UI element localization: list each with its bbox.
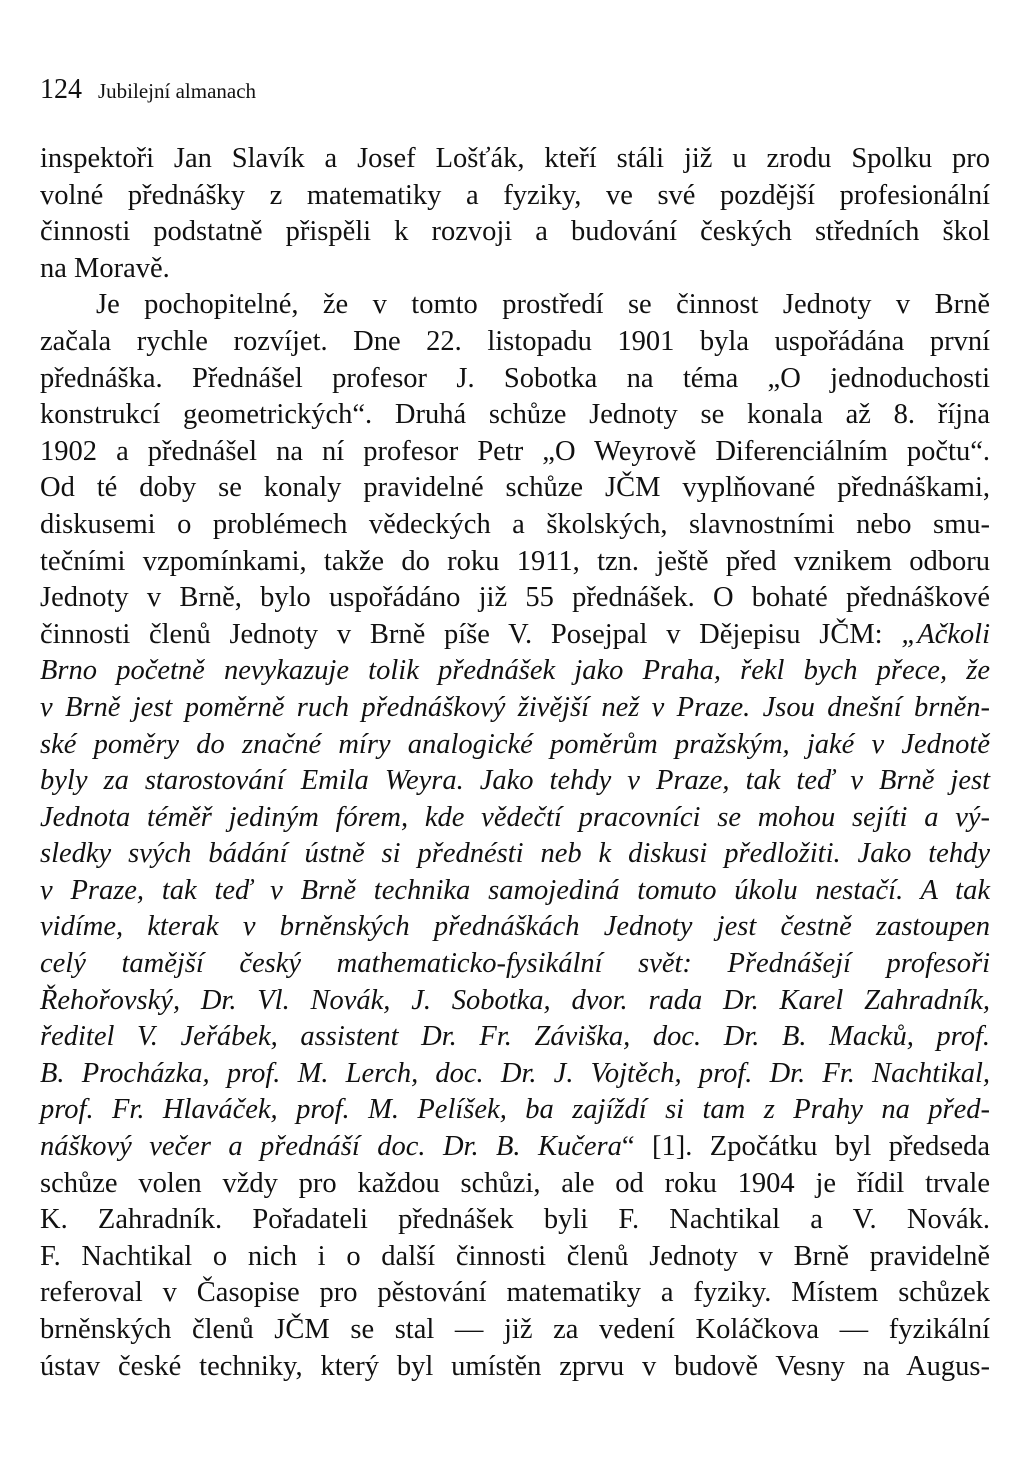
text-segment: na Moravě. (40, 252, 170, 284)
italic-text-segment: v Brně jest poměrně ruch přednáškový živější než v Praze. Jsou dnešní brněn- (40, 691, 990, 723)
italic-text-segment: prof. Fr. Hlaváček, prof. M. Pelíšek, ba zajíždí si tam z Prahy na před- (40, 1094, 990, 1126)
text-line (40, 324, 990, 361)
text-segment: F. Nachtikal o nich i o další činnosti členů Jednoty v Brně pravidelně (40, 1240, 990, 1272)
running-title: Jubilejní almanach (98, 79, 257, 103)
text-segment: 1902 a přednášel na ní profesor Petr „O Weyrově Diferenciálním počtu“. (40, 435, 990, 467)
italic-text-segment: celý tamější český mathematicko-fysikální svět: Přednášejí profesoři (40, 948, 990, 980)
text-segment: ústav české techniky, který byl umístěn zprvu v budově Vesny na Augus- (40, 1350, 990, 1382)
text-line (40, 251, 990, 288)
text-line (40, 1019, 990, 1056)
italic-text-segment: Řehořovský, Dr. Vl. Novák, J. Sobotka, dvor. rada Dr. Karel Zahradník, (40, 984, 990, 1016)
text-segment: přednáška. Přednášel profesor J. Sobotka na téma „O jednoduchosti (40, 362, 990, 394)
text-line (40, 287, 990, 324)
text-line (40, 544, 990, 581)
italic-text-segment: B. Procházka, prof. M. Lerch, doc. Dr. J. Vojtěch, prof. Dr. Fr. Nachtikal, (40, 1057, 990, 1089)
text-line (40, 1092, 990, 1129)
text-line (40, 214, 990, 251)
text-line (40, 909, 990, 946)
page-header (40, 70, 256, 110)
text-line (40, 434, 990, 471)
text-line (40, 397, 990, 434)
text-line (40, 470, 990, 507)
text-line (40, 983, 990, 1020)
page-number: 124 (40, 74, 82, 105)
italic-text-segment: ředitel V. Jeřábek, assistent Dr. Fr. Záviška, doc. Dr. B. Macků, prof. (40, 1021, 990, 1053)
text-line (40, 873, 990, 910)
text-line (40, 1202, 990, 1239)
text-line (40, 1312, 990, 1349)
text-segment: činnosti podstatně přispěli k rozvoji a budování českých středních škol (40, 216, 990, 248)
italic-text-segment: sledky svých bádání ústně si přednésti neb k diskusi předložiti. Jako tehdy (40, 838, 990, 870)
text-line (40, 763, 990, 800)
text-line (40, 141, 990, 178)
italic-text-segment: ské poměry do značné míry analogické poměrům pražským, jaké v Jednotě (40, 728, 990, 760)
text-segment: inspektoři Jan Slavík a Josef Lošťák, kteří stáli již u zrodu Spolku pro (40, 143, 990, 174)
text-line (40, 1056, 990, 1093)
italic-text-segment: Jednota téměř jediným fórem, kde vědečtí pracovníci se mohou sejíti a vý- (40, 801, 990, 833)
text-line (40, 1239, 990, 1276)
text-line (40, 690, 990, 727)
text-line (40, 580, 990, 617)
text-line (40, 1129, 990, 1166)
text-segment: Jednoty v Brně, bylo uspořádáno již 55 přednášek. O bohaté přednáškové (40, 582, 990, 614)
text-segment: tečními vzpomínkami, takže do roku 1911, tzn. ještě před vznikem odboru (40, 545, 990, 577)
text-line (40, 1275, 990, 1312)
text-line (40, 361, 990, 398)
body-text (40, 141, 990, 1385)
text-line (40, 617, 990, 654)
text-line (40, 1166, 990, 1203)
text-line (40, 653, 990, 690)
italic-text-segment: v Praze, tak teď v Brně technika samojediná tomuto úkolu nestačí. A tak (40, 874, 990, 906)
text-segment: brněnských členů JČM se stal — již za vedení Koláčkova — fyzikální (40, 1314, 990, 1345)
italic-text-segment: náškový večer a přednáší doc. Dr. B. Kučera (40, 1131, 622, 1163)
text-line (40, 1349, 990, 1386)
text-line (40, 178, 990, 215)
text-segment: volné přednášky z matematiky a fyziky, ve své pozdější profesionální (40, 179, 990, 211)
text-segment: referoval v Časopise pro pěstování matematiky a fyziky. Místem schůzek (40, 1277, 990, 1309)
text-line (40, 507, 990, 544)
italic-text-segment: byly za starostování Emila Weyra. Jako tehdy v Praze, tak teď v Brně jest (40, 765, 990, 797)
text-segment: schůze volen vždy pro každou schůzi, ale od roku 1904 je řídil trvale (40, 1167, 990, 1199)
text-segment: “ [1]. Zpočátku byl předseda (621, 1131, 990, 1163)
text-line (40, 800, 990, 837)
text-line (40, 836, 990, 873)
text-segment: K. Zahradník. Pořadateli přednášek byli F. Nachtikal a V. Novák. (40, 1204, 990, 1236)
text-segment: Od té doby se konaly pravidelné schůze JČM vyplňované přednáškami, (40, 472, 990, 504)
text-segment: Je pochopitelné, že v tomto prostředí se činnost Jednoty v Brně (96, 289, 990, 321)
italic-text-segment: vidíme, kterak v brněnských přednáškách Jednoty jest čestně zastoupen (40, 911, 990, 943)
text-segment: konstrukcí geometrických“. Druhá schůze Jednoty se konala až 8. října (40, 399, 990, 431)
italic-text-segment: Brno početně nevykazuje tolik přednášek jako Praha, řekl bych přece, že (40, 655, 990, 687)
text-line (40, 946, 990, 983)
text-line (40, 727, 990, 764)
text-segment: diskusemi o problémech vědeckých a školských, slavnostními nebo smu- (40, 508, 990, 540)
text-segment: začala rychle rozvíjet. Dne 22. listopadu 1901 byla uspořádána první (40, 325, 990, 357)
text-segment: činnosti členů Jednoty v Brně píše V. Posejpal v Dějepisu JČM: (40, 618, 902, 650)
italic-text-segment: „Ačkoli (901, 618, 990, 650)
